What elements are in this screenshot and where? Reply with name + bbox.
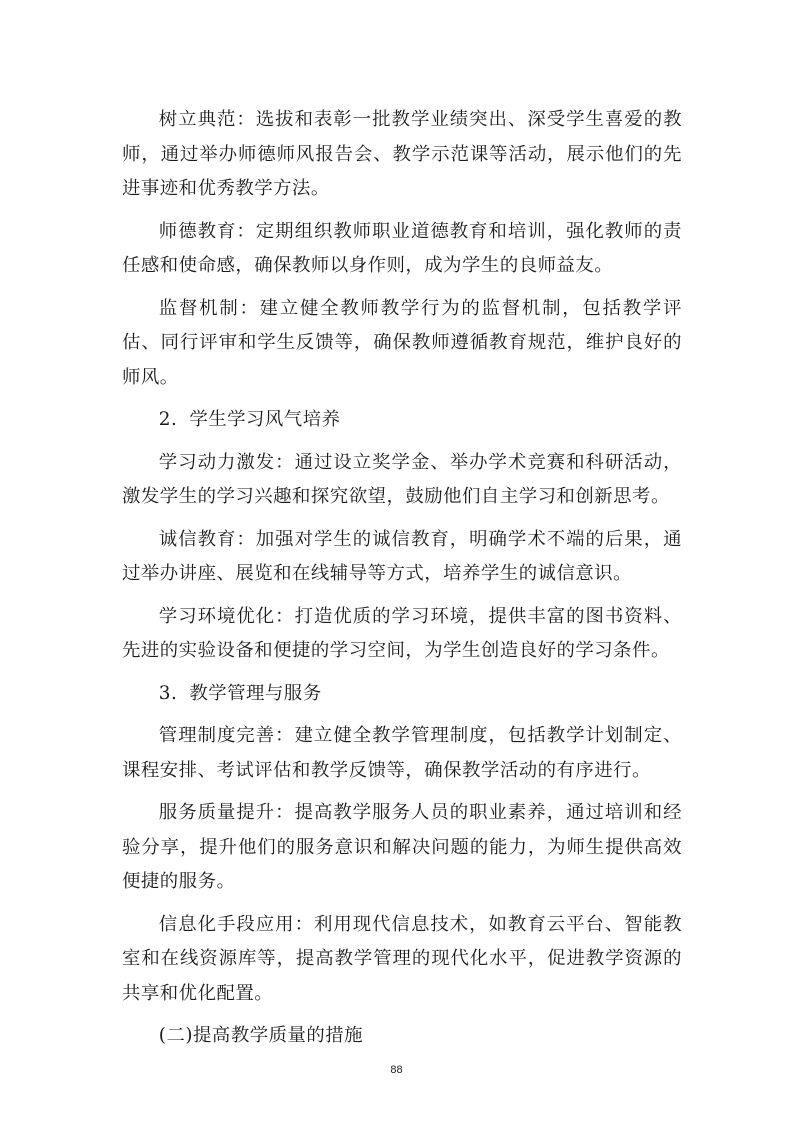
heading-student-study-style: [122, 403, 682, 438]
page-number: 88: [390, 1064, 403, 1076]
paragraph-informatization: 信息化手段应用：利用现代信息技术，如教育云平台、智能教室和在线资源库等，提高教学管理的现代化水平，促进教学资源的共享和优化配置。: [122, 913, 682, 1004]
paragraph-service-quality: 服务质量提升：提高教学服务人员的职业素养，通过培训和经验分享，提升他们的服务意识和解决问题的能力，为师生提供高效便捷的服务。: [122, 802, 682, 892]
heading-teaching-management: [122, 677, 682, 712]
paragraph-motivation: 学习动力激发：通过设立奖学金、举办学术竞赛和科研活动，激发学生的学习兴趣和探究欲望，鼓励他们自主学习和创新思考。: [122, 451, 682, 507]
paragraph-integrity: 诚信教育：加强对学生的诚信教育，明确学术不端的后果，通过举办讲座、展览和在线辅导等方式，培养学生的诚信意识。: [122, 528, 682, 584]
heading-number: 2.: [158, 409, 178, 430]
heading-number: 3.: [158, 682, 178, 704]
paragraph-management-system: 管理制度完善：建立健全教学管理制度，包括教学计划制定、课程安排、考试评估和教学反馈等，确保教学活动的有序进行。: [122, 725, 682, 781]
paragraph-environment: 学习环境优化：打造优质的学习环境，提供丰富的图书资料、先进的实验设备和便捷的学习空间，为学生创造良好的学习条件。: [122, 605, 682, 661]
paragraph-ethics-education: 师德教育：定期组织教师职业道德教育和培训，强化教师的责任感和使命感，确保教师以身作则，成为学生的良师益友。: [122, 220, 682, 276]
heading-text: 学生学习风气培养: [189, 409, 341, 430]
page-content: [122, 103, 682, 1054]
paragraph-role-model: 树立典范：选拔和表彰一批教学业绩突出、深受学生喜爱的教师，通过举办师德师风报告会、教学示范课等活动，展示他们的先进事迹和优秀教学方法。: [122, 109, 682, 199]
section-heading: (二)提高教学质量的措施: [158, 1025, 364, 1046]
heading-text: 教学管理与服务: [189, 682, 322, 704]
paragraph-supervision: 监督机制：建立健全教师教学行为的监督机制，包括教学评估、同行评审和学生反馈等，确保教师遵循教育规范，维护良好的师风。: [122, 297, 682, 388]
